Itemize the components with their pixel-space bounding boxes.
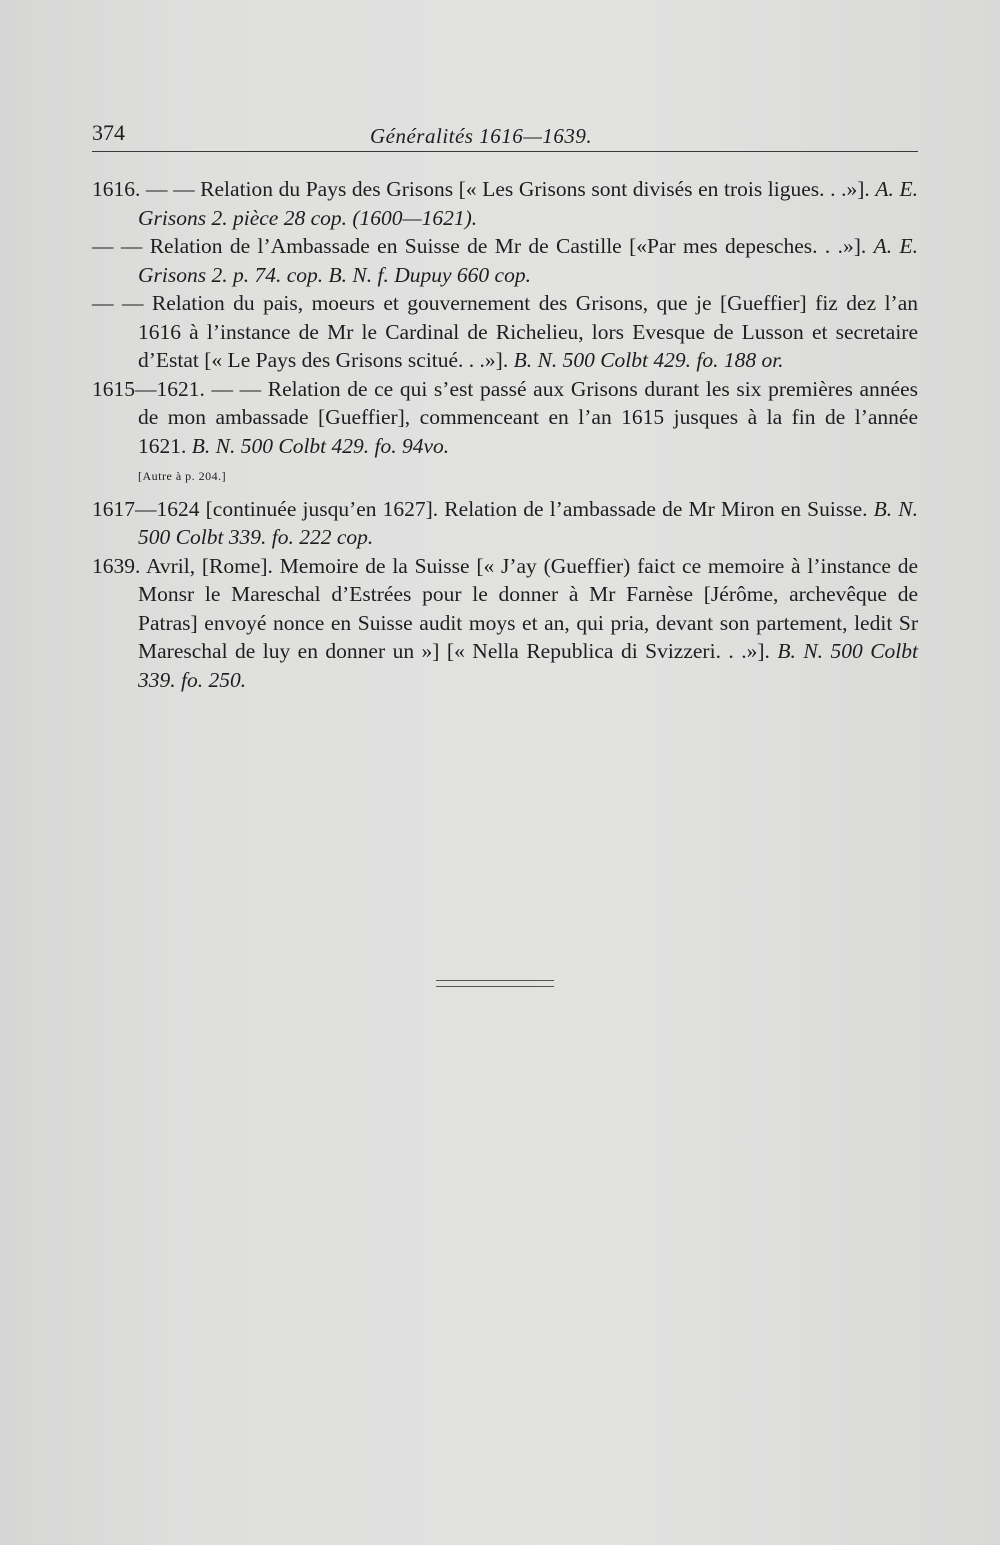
entry-text: — — Relation de l’Ambassade en Suisse de Mr de Castille [«Par mes depesches. . .»].	[92, 234, 874, 258]
entry-reference: B. N. 500 Colbt 339. fo. 222 cop.	[138, 496, 919, 549]
page-number: 374	[92, 120, 125, 145]
entry-1616-castille	[92, 232, 918, 289]
entry-1616-gueffier	[92, 289, 918, 375]
entry-text: 1615—1621. — — Relation de ce qui s’est passé aux Grisons durant les six premières années de mon ambassade [Gueffier], commenceant en l’an 1615 jusques à la fin de l’année 1621.	[92, 376, 918, 458]
entry-reference: B. N. 500 Colbt 429. fo. 94vo.	[191, 433, 450, 458]
page-header	[92, 112, 918, 152]
entry-reference: A. E. Grisons 2. p. 74. cop. B. N. f. Dupuy 660 cop.	[138, 234, 918, 287]
entry-reference: B. N. 500 Colbt 339. fo. 250.	[138, 639, 918, 692]
entry-text: 1617—1624 [continuée jusqu’en 1627]. Relation de l’ambassade de Mr Miron en Suisse.	[92, 496, 874, 521]
entry-1617-1624	[92, 495, 918, 552]
entry-list	[92, 175, 918, 694]
entry-text: 1616. — — Relation du Pays des Grisons [« Les Grisons sont divisés en trois ligues. . .»].	[92, 177, 876, 201]
header-rule	[92, 151, 918, 152]
running-title: Généralités 1616—1639.	[370, 124, 593, 148]
entry-text: 1639. Avril, [Rome]. Memoire de la Suisse [« J’ay (Gueffier) faict ce memoire à l’instance de Monsr le Mareschal d’Estrées pour le donner à Mr Farnèse [Jérôme, archevêque de Patras] envoyé nonce en Suisse audit moys et an, qui pria, devant son partement, ledit Sr Mareschal de luy en donner un »] [« Nella Republica di Svizzeri. . .»].	[92, 553, 918, 663]
entry-note: [Autre à p. 204.]	[138, 469, 227, 483]
entry-reference: B. N. 500 Colbt 429. fo. 188 or.	[513, 348, 784, 372]
entry-1615-1621	[92, 375, 918, 491]
entry-1639	[92, 552, 918, 695]
entry-text: — — Relation du pais, moeurs et gouvernement des Grisons, que je [Gueffier] fiz dez l’an 1616 à l’instance de Mr le Cardinal de Richelieu, lors Evesque de Lusson et secretaire d’Estat [« Le Pays des Grisons scitué. . .»].	[92, 291, 918, 372]
entry-1616-grisons	[92, 175, 918, 232]
section-end-rule	[436, 980, 554, 987]
entry-reference: A. E. Grisons 2. pièce 28 cop. (1600—1621).	[138, 177, 918, 230]
